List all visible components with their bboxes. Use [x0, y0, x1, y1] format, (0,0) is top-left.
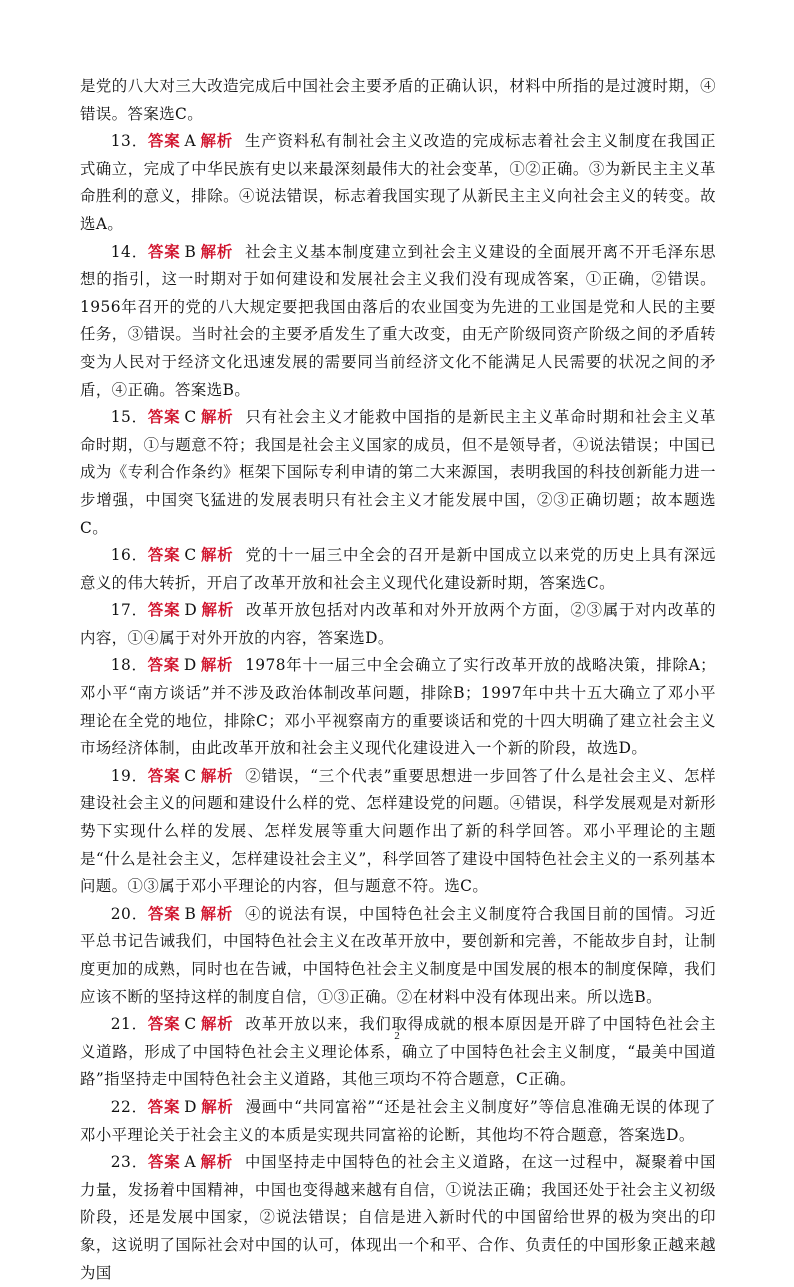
answer-letter: A [184, 1153, 197, 1172]
answer-item-15 [80, 404, 716, 542]
page-number: 2 [394, 1030, 400, 1042]
analysis-text: 漫画中“共同富裕”“还是社会主义制度好”等信息准确无误的体现了邓小平理论关于社会主义的本质是实现共同富裕的论断，其他均不符合题意，答案选D。 [80, 1097, 717, 1144]
analysis-keyword: 解析 [201, 601, 234, 620]
analysis-text: 改革开放以来，我们取得成就的根本原因是开辟了中国特色社会主义道路，形成了中国特色社会主义理论体系，确立了中国特色社会主义制度，“最美中国道路”指坚持走中国特色社会主义道路，其他三项均不符合题意，C正确。 [80, 1015, 716, 1089]
answer-keyword: 答案 [147, 601, 181, 620]
answer-keyword: 答案 [147, 1153, 181, 1172]
analysis-keyword: 解析 [200, 1015, 234, 1034]
answer-item-18 [80, 652, 716, 762]
answer-item-16 [80, 542, 716, 597]
analysis-text: 社会主义基本制度建立到社会主义建设的全面展开离不开毛泽东思想的指引，这一时期对于如何建设和发展社会主义我们没有现成答案，①正确，②错误。1956年召开的党的八大规定要把我国由落后的农业国变为先进的工业国是党和人民的主要任务，③错误。当时社会的主要矛盾发生了重大改变，由无产阶级同资产阶级之间的矛盾转变为人民对于经济文化迅速发展的需要同当前经济文化不能满足人民需要的状况之间的矛盾，④正确。答案选B。 [80, 242, 717, 399]
answer-item-21 [80, 1011, 716, 1094]
item-number: 22． [110, 1097, 148, 1116]
analysis-text: ④的说法有误，中国特色社会主义制度符合我国目前的国情。习近平总书记告诫我们，中国特色社会主义在改革开放中，要创新和完善，不能故步自封，让制度更加的成熟，同时也在告诫，中国特色社会主义制度是中国发展的根本的制度保障，我们应该不断的坚持这样的制度自信，①③正确。②在材料中没有体现出来。所以选B。 [80, 904, 717, 1006]
answer-letter: C [184, 766, 197, 785]
item-number: 23． [110, 1153, 148, 1172]
intro-paragraph: 是党的八大对三大改造完成后中国社会主要矛盾的正确认识，材料中所指的是过渡时期，④错误。答案选C。 [80, 77, 716, 123]
item-number: 18． [110, 656, 148, 675]
answer-keyword: 答案 [147, 132, 181, 151]
answer-letter: C [184, 408, 197, 427]
analysis-keyword: 解析 [200, 656, 234, 675]
answer-letter: D [183, 656, 197, 675]
answer-keyword: 答案 [147, 656, 180, 675]
analysis-text: 改革开放包括对内改革和对外开放两个方面，②③属于对内改革的内容，①④属于对外开放的内容，答案选D。 [80, 601, 716, 647]
item-number: 21． [110, 1015, 148, 1034]
answer-letter: B [184, 904, 197, 923]
analysis-keyword: 解析 [200, 1153, 233, 1172]
answer-keyword: 答案 [147, 1015, 181, 1034]
answer-keyword: 答案 [147, 408, 181, 427]
answer-keyword: 答案 [147, 904, 181, 923]
answer-item-20 [80, 901, 716, 1011]
analysis-keyword: 解析 [200, 242, 234, 261]
answer-letter: D [184, 601, 198, 620]
item-number: 20． [110, 904, 148, 923]
answer-item-17 [80, 597, 716, 652]
analysis-text: 1978年十一届三中全会确立了实行改革开放的战略决策，排除A；邓小平“南方谈话”并不涉及政治体制改革问题，排除B；1997年中共十五大确立了邓小平理论在全党的地位，排除C；邓小平视察南方的重要谈话和党的十四大明确了建立社会主义市场经济体制，由此改革开放和社会主义现代化建设进入一个新的阶段，故选D。 [80, 656, 717, 758]
answer-item-22 [80, 1094, 716, 1149]
item-number: 19． [110, 766, 148, 785]
analysis-keyword: 解析 [200, 546, 234, 565]
analysis-text: 党的十一届三中全会的召开是新中国成立以来党的历史上具有深远意义的伟大转折，开启了改革开放和社会主义现代化建设新时期，答案选C。 [80, 546, 716, 592]
item-number: 15． [110, 408, 148, 427]
answer-analysis-content [80, 73, 716, 1287]
answer-letter: C [184, 546, 197, 565]
analysis-keyword: 解析 [200, 766, 234, 785]
answer-item-23 [80, 1149, 716, 1287]
answer-keyword: 答案 [147, 766, 181, 785]
answer-item-13 [80, 128, 716, 238]
answer-letter: A [184, 132, 197, 151]
analysis-text: ②错误，“三个代表”重要思想进一步回答了什么是社会主义、怎样建设社会主义的问题和建设什么样的党、怎样建设党的问题。④错误，科学发展观是对新形势下实现什么样的发展、怎样发展等重大问题作出了新的科学回答。邓小平理论的主题是“什么是社会主义，怎样建设社会主义”，科学回答了建设中国特色社会主义的一系列基本问题。①③属于邓小平理论的内容，但与题意不符。选C。 [80, 766, 717, 896]
analysis-keyword: 解析 [200, 1097, 234, 1116]
analysis-keyword: 解析 [200, 904, 234, 923]
item-number: 16． [110, 546, 148, 565]
answer-item-19 [80, 763, 716, 901]
analysis-text: 生产资料私有制社会主义改造的完成标志着社会主义制度在我国正式确立，完成了中华民族有史以来最深刻最伟大的社会变革，①②正确。③为新民主主义革命胜利的意义，排除。④说法错误，标志着我国实现了从新民主主义向社会主义的转变。故选A。 [80, 132, 716, 233]
analysis-text: 只有社会主义才能救中国指的是新民主主义革命时期和社会主义革命时期，①与题意不符；我国是社会主义国家的成员，但不是领导者，④说法错误；中国已成为《专利合作条约》框架下国际专利申请的第二大来源国，表明我国的科技创新能力进一步增强，中国突飞猛进的发展表明只有社会主义才能发展中国，②③正确切题；故本题选C。 [80, 408, 716, 537]
answer-item-14 [80, 239, 716, 405]
answer-letter: C [184, 1015, 197, 1034]
item-number: 13． [110, 132, 148, 151]
answer-keyword: 答案 [147, 546, 181, 565]
answer-keyword: 答案 [147, 242, 181, 261]
answer-letter: B [184, 242, 197, 261]
item-number: 17． [110, 601, 148, 620]
analysis-keyword: 解析 [200, 408, 234, 427]
analysis-keyword: 解析 [200, 132, 233, 151]
answer-letter: D [184, 1097, 197, 1116]
analysis-text: 中国坚持走中国特色的社会主义道路，在这一过程中，凝聚着中国力量，发扬着中国精神，中国也变得越来越有自信，①说法正确；我国还处于社会主义初级阶段，还是发展中国家，②说法错误；自信是进入新时代的中国留给世界的极为突出的印象，这说明了国际社会对中国的认可，体现出一个和平、合作、负责任的中国形象正越来越为国 [80, 1153, 716, 1282]
item-number: 14． [110, 242, 148, 261]
answer-keyword: 答案 [147, 1097, 181, 1116]
